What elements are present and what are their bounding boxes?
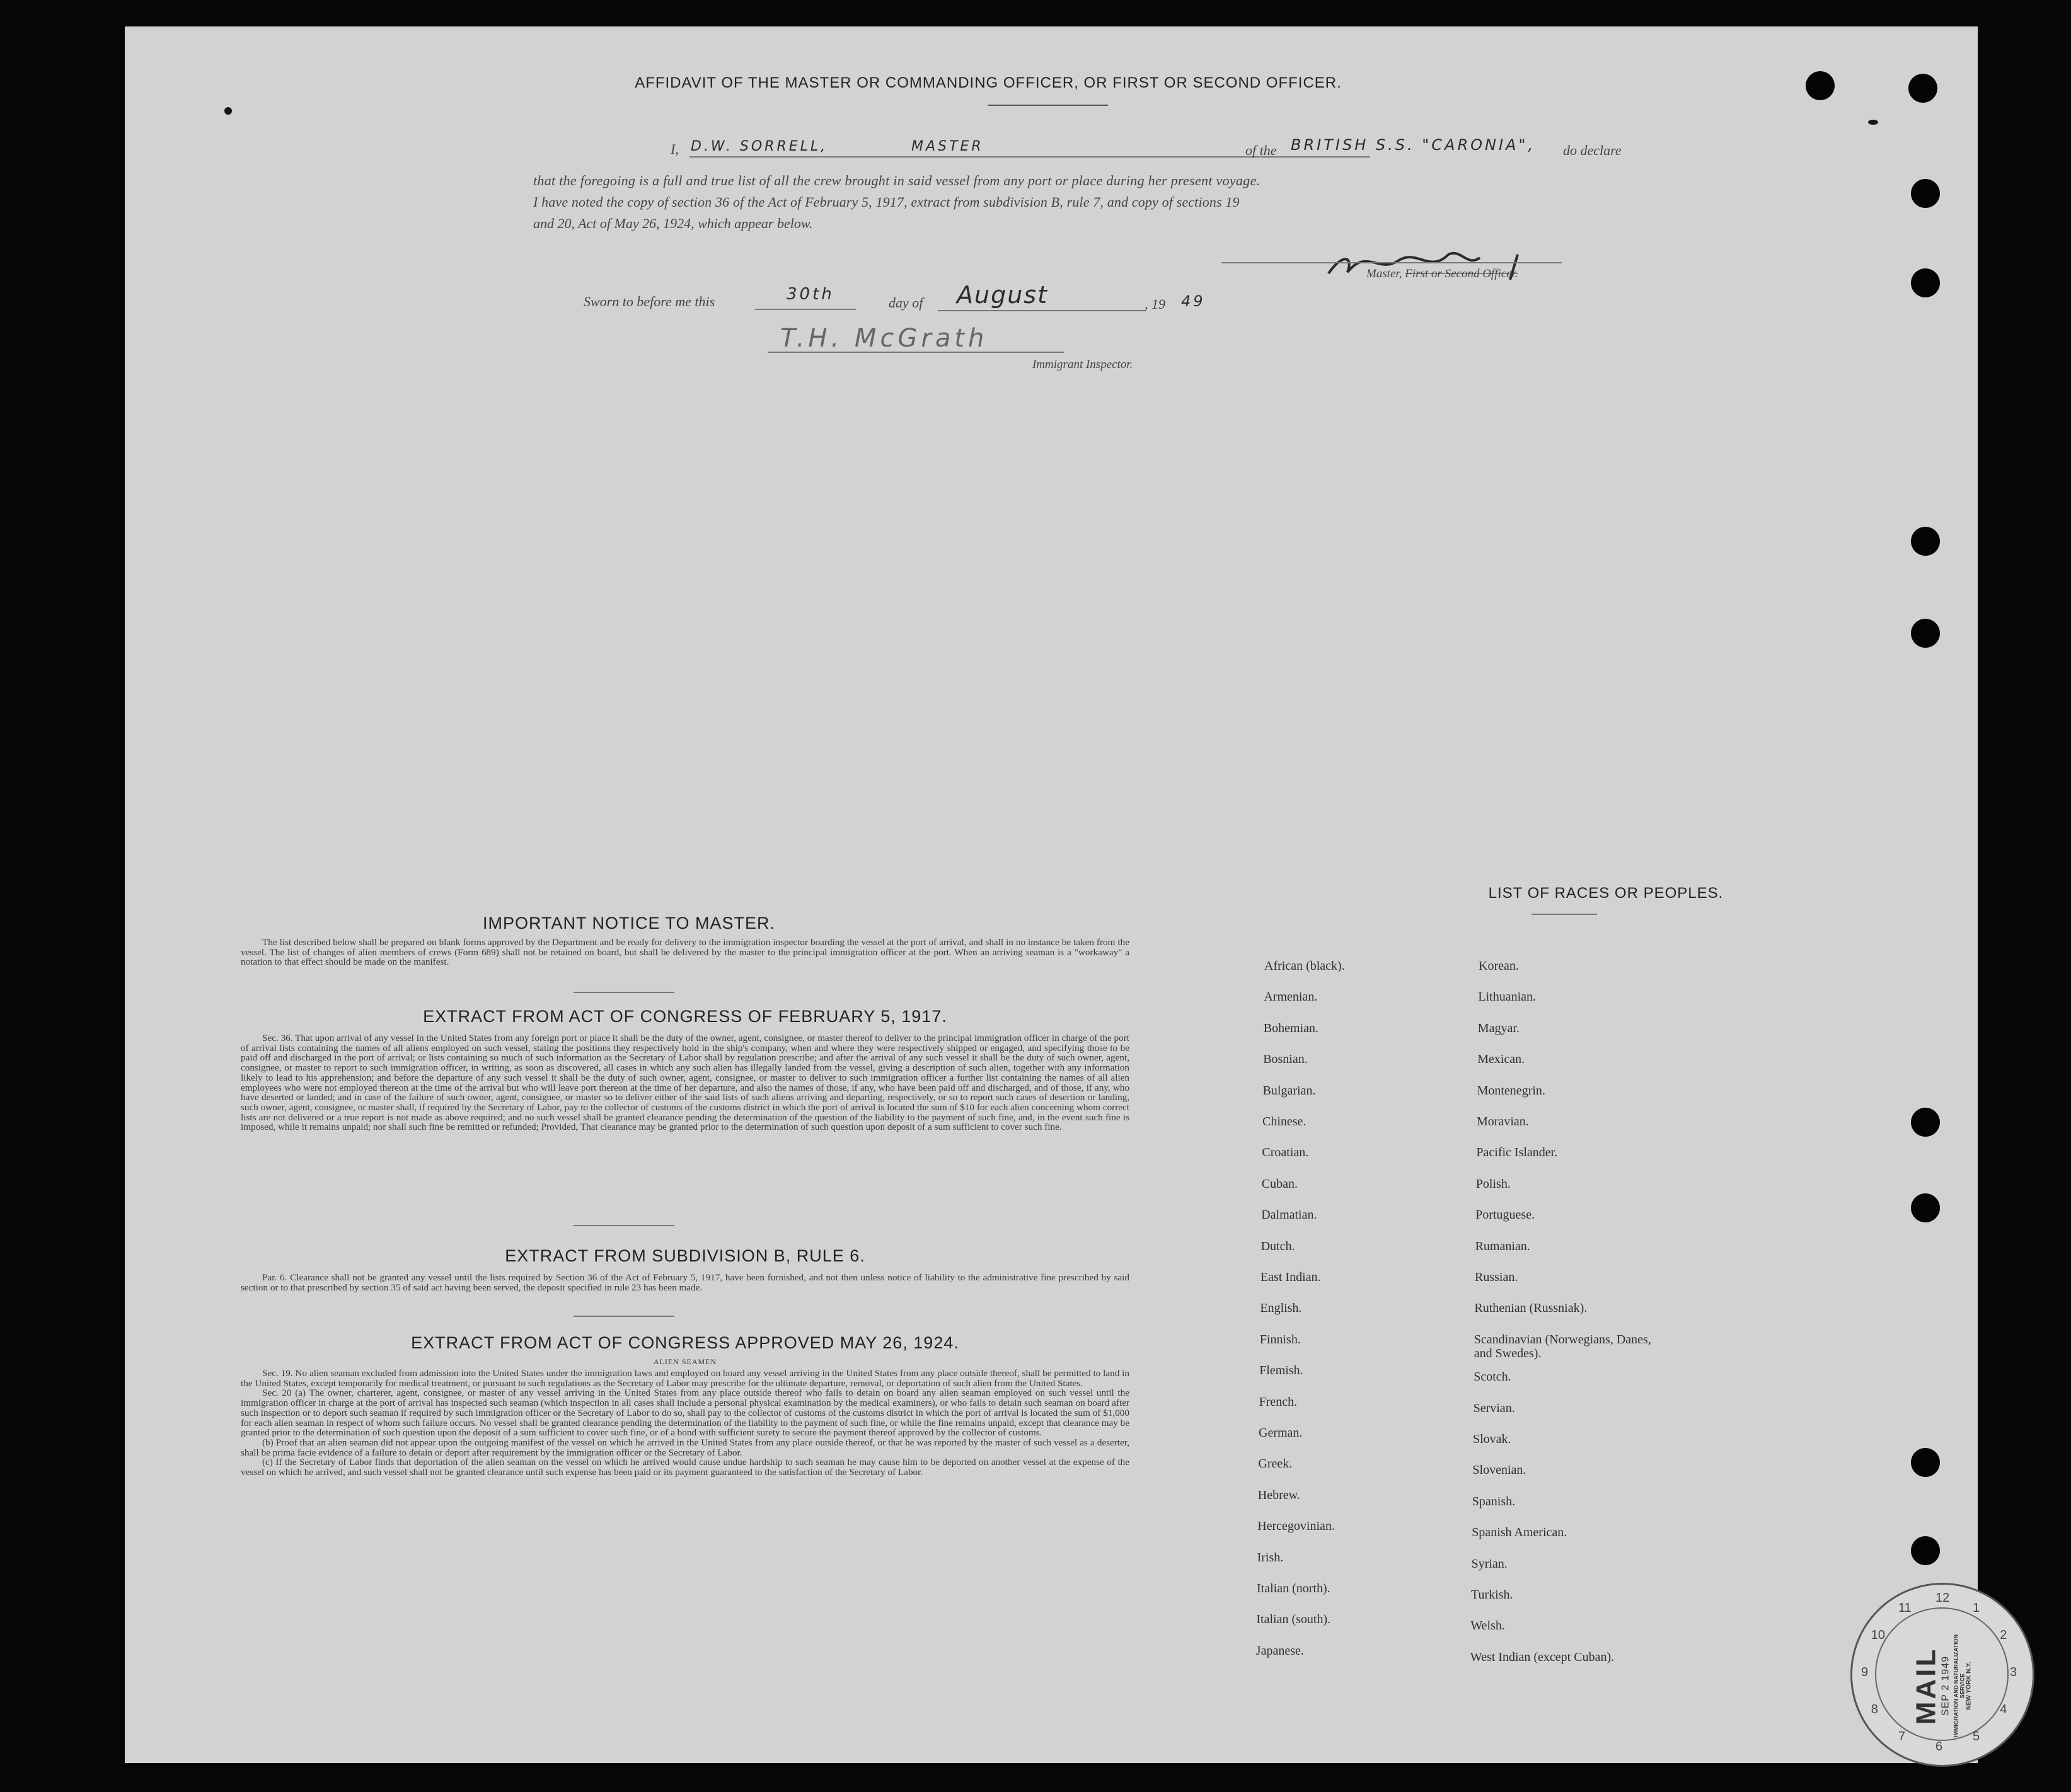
sec-19-paragraph: Sec. 19. No alien seaman excluded from admission into the United States under the immigration laws and employed on board any vessel arriving in the United States from any place outside thereof, shall be permitted to land in the United States, except temporarily for medical treatment, or pursuant to such regulations as the Secretary of Labor may prescribe for the ultimate departure, removal, or deportation of such alien from the United States. bbox=[241, 1368, 1129, 1389]
race-item: Welsh. bbox=[1470, 1619, 1505, 1633]
master-signature-line bbox=[1221, 262, 1562, 263]
notice-paragraph: The list described below shall be prepared on blank forms approved by the Department and be ready for delivery to the immigration inspector boarding the vessel at the port of arrival, and shall in no instance be taken from the vessel. The list of changes of alien members of crews (Form 689) shall not be retained on board, but shall be delivered by the master to the principal immigration officer at the port. When an arriving seaman is a "workaway" a notation to that effect should be made on the manifest. bbox=[241, 937, 1129, 968]
inspector-signature-line bbox=[768, 352, 1064, 353]
race-item: Montenegrin. bbox=[1477, 1083, 1545, 1098]
race-item: French. bbox=[1259, 1394, 1298, 1409]
notice-title: IMPORTANT NOTICE TO MASTER. bbox=[482, 914, 776, 933]
race-item: Russian. bbox=[1475, 1270, 1518, 1284]
punch-hole bbox=[1806, 71, 1835, 100]
stamp-agency: IMMIGRATION AND NATURALIZATION SERVICE bbox=[1953, 1634, 1966, 1738]
title-underline bbox=[988, 105, 1108, 106]
ink-speck bbox=[1868, 120, 1878, 125]
day-of-label: day of bbox=[889, 295, 923, 311]
sec-20a-paragraph: Sec. 20 (a) The owner, charterer, agent, consignee, or master of any vessel arriving in the United States from any place outside thereof who fails to detain on board any alien seaman employed on such vessel until the immigration officer in charge at the port of arrival has inspected such seaman (which inspection in all cases shall include a personal physical examination by the medical examiners), or who fails to detain such seaman on board after such inspection or to deport such seaman if required by such immigration officer or the Secretary of Labor to do so, shall pay to the collector of customs of the customs district in which the port of arrival is located the sum of $1,000 for each alien seaman in respect of whom such failure occurs. No vessel shall be granted clearance pending the determination of the liability to the payment of such fine, or while the fine remains unpaid, except that clearance may be granted prior to the determination of such question upon the deposit of a sum sufficient to cover such fine, or of a bond with sufficient surety to secure the payment thereof approved by the collector of customs. bbox=[241, 1387, 1129, 1439]
officer-name: D.W. SORRELL, bbox=[691, 139, 828, 154]
caption-master: Master, bbox=[1366, 267, 1402, 280]
rule-6-body bbox=[241, 1273, 1129, 1292]
punch-hole bbox=[1908, 74, 1937, 103]
sec-20b-paragraph: (b) Proof that an alien seaman did not appear upon the outgoing manifest of the vessel on which he arrived in the United States from any place outside thereof, or that he was reported by the master of such vessel as a deserter, shall be prima facie evidence of a failure to detain or deport after requirement by the immigration officer or the Secretary of Labor. bbox=[241, 1437, 1129, 1458]
race-item: Rumanian. bbox=[1475, 1239, 1530, 1253]
race-item: Cuban. bbox=[1261, 1176, 1298, 1191]
race-item: Slovak. bbox=[1473, 1432, 1511, 1446]
alien-seamen-subtitle: ALIEN SEAMEN bbox=[653, 1357, 717, 1366]
races-title-underline bbox=[1532, 914, 1597, 915]
officer-rank: MASTER bbox=[911, 139, 984, 154]
race-item: Chinese. bbox=[1262, 1115, 1307, 1129]
punch-hole bbox=[1911, 268, 1940, 297]
affidavit-i: I, bbox=[671, 141, 679, 157]
stamp-word: MAIL bbox=[1910, 1646, 1942, 1725]
affidavit-line-3: I have noted the copy of section 36 of the Act of February 5, 1917, extract from subdivision B, rule 7, and copy of sections 19 bbox=[533, 194, 1240, 210]
sworn-year-prefix: , 19 bbox=[1145, 296, 1165, 312]
race-item: Slovenian. bbox=[1472, 1463, 1526, 1478]
race-item: Bohemian. bbox=[1263, 1021, 1319, 1035]
race-item: Italian (south). bbox=[1256, 1612, 1331, 1627]
ink-speck bbox=[224, 107, 232, 115]
punch-hole bbox=[1911, 1448, 1940, 1477]
race-item: Korean. bbox=[1479, 959, 1519, 973]
race-item: Irish. bbox=[1257, 1550, 1284, 1565]
sworn-day-line bbox=[755, 309, 856, 310]
race-item: Croatian. bbox=[1262, 1146, 1309, 1160]
race-item: Hercegovinian. bbox=[1257, 1519, 1335, 1534]
stamp-ring-number: 8 bbox=[1871, 1703, 1878, 1716]
race-item: Japanese. bbox=[1255, 1643, 1304, 1658]
punch-hole bbox=[1911, 527, 1940, 556]
race-item: Bosnian. bbox=[1263, 1052, 1308, 1067]
mail-receipt-stamp bbox=[1850, 1583, 2034, 1767]
of-the-label: of the bbox=[1245, 142, 1277, 158]
race-item: Syrian. bbox=[1471, 1556, 1508, 1571]
extract-1924-title: EXTRACT FROM ACT OF CONGRESS APPROVED MAY 26, 1924. bbox=[411, 1333, 959, 1352]
par-6-paragraph: Par. 6. Clearance shall not be granted any vessel until the lists required by Section 36 of the Act of February 5, 1917, have been furnished, and not then unless notice of liability to the administrative fine prescribed by said section or to that prescribed by section 35 of said act having been served, the deposit specified in rule 23 has been made. bbox=[241, 1272, 1129, 1293]
race-item: Dalmatian. bbox=[1261, 1208, 1317, 1222]
section-divider bbox=[574, 1225, 674, 1226]
race-item: East Indian. bbox=[1260, 1270, 1321, 1284]
stamp-ring-number: 5 bbox=[1973, 1730, 1980, 1744]
race-item: Bulgarian. bbox=[1262, 1083, 1316, 1098]
extract-1917-body bbox=[241, 1033, 1129, 1132]
race-item: Scandinavian (Norwegians, Danes, and Swedes). bbox=[1474, 1332, 1651, 1360]
race-item: Greek. bbox=[1258, 1457, 1293, 1471]
do-declare-label: do declare bbox=[1563, 142, 1622, 158]
stamp-ring-number: 4 bbox=[2000, 1703, 2007, 1716]
race-item: Hebrew. bbox=[1257, 1488, 1300, 1502]
stamp-ring-number: 1 bbox=[1973, 1600, 1980, 1615]
race-item: Armenian. bbox=[1264, 990, 1318, 1004]
stamp-ring-number: 3 bbox=[2010, 1665, 2017, 1679]
race-item: African (black). bbox=[1264, 959, 1345, 973]
inspector-signature: T.H. McGrath bbox=[780, 324, 988, 353]
stamp-ring-number: 9 bbox=[1861, 1665, 1869, 1679]
document-page bbox=[125, 26, 2017, 1763]
races-title: LIST OF RACES OR PEOPLES. bbox=[1488, 885, 1724, 902]
section-divider bbox=[574, 992, 674, 993]
affidavit-line-2: that the foregoing is a full and true list of all the crew brought in said vessel from any port or place during her present voyage. bbox=[533, 173, 1260, 188]
punch-hole bbox=[1911, 619, 1940, 648]
rule-6-title: EXTRACT FROM SUBDIVISION B, RULE 6. bbox=[505, 1246, 865, 1265]
race-item: Portuguese. bbox=[1475, 1208, 1535, 1222]
sworn-prefix: Sworn to before me this bbox=[584, 294, 715, 309]
race-item: Pacific Islander. bbox=[1476, 1146, 1558, 1160]
stamp-place: NEW YORK N.Y. bbox=[1965, 1662, 1973, 1710]
race-item: Flemish. bbox=[1259, 1364, 1303, 1378]
race-item: West Indian (except Cuban). bbox=[1470, 1650, 1615, 1664]
race-item: Polish. bbox=[1475, 1176, 1511, 1191]
race-item: Ruthenian (Russniak). bbox=[1474, 1301, 1588, 1316]
race-item: Dutch. bbox=[1260, 1239, 1295, 1253]
affidavit-body bbox=[533, 136, 1688, 231]
sworn-month-line bbox=[938, 310, 1146, 311]
affidavit-title: AFFIDAVIT OF THE MASTER OR COMMANDING OFFICER, OR FIRST OR SECOND OFFICER. bbox=[635, 74, 1342, 91]
race-item: Servian. bbox=[1473, 1401, 1515, 1415]
race-item: German. bbox=[1259, 1426, 1303, 1440]
punch-hole bbox=[1911, 179, 1940, 208]
sworn-day: 30th bbox=[787, 285, 834, 304]
notice-body bbox=[241, 938, 1129, 967]
race-item: Magyar. bbox=[1477, 1021, 1520, 1035]
section-divider bbox=[574, 1316, 674, 1317]
race-item: Spanish. bbox=[1472, 1494, 1516, 1508]
race-item: Turkish. bbox=[1471, 1588, 1513, 1602]
stamp-ring-number: 12 bbox=[1935, 1591, 1950, 1605]
sworn-month: August bbox=[957, 281, 1048, 309]
race-item: Scotch. bbox=[1474, 1370, 1511, 1384]
race-item: Italian (north). bbox=[1257, 1582, 1330, 1595]
stamp-ring-number: 6 bbox=[1935, 1740, 1943, 1754]
punch-hole bbox=[1911, 1536, 1940, 1565]
sec-20c-paragraph: (c) If the Secretary of Labor finds that deportation of the alien seaman on the vessel on which he arrived would cause undue hardship to such seaman he may cause him to be deported on another vessel at the expense of the vessel on which he arrived, and such vessel shall not be granted clearance until such expense has been paid or its payment guaranteed to the satisfaction of the Secretary of Labor. bbox=[241, 1457, 1129, 1478]
sec-36-paragraph: Sec. 36. That upon arrival of any vessel in the United States from any foreign port or place it shall be the duty of the owner, agent, consignee, or master thereof to deliver to the principal immigration officer in charge of the port of arrival lists containing the names of all aliens employed on such vessel, stating the positions they respectively hold in the ship's company, when and where they were respectively shipped or engaged, and specifying those to be paid off and discharged in the port of arrival; or lists containing so much of such information as the Secretary of Labor shall by regulation prescribe; and after the arrival of any such vessel it shall be the duty of such owner, agent, consignee, or master to report to such immigration officer, in writing, as soon as discovered, all cases in which any such alien has illegally landed from the vessel, giving a description of such alien, together with any information likely to lead to his apprehension; and before the departure of any such vessel it shall be the duty of such owner, agent, consignee, or master to deliver to such immigration officer a further list containing the names of all alien employees who were not employed thereon at the time of the arrival but who will leave port thereon at the time of her departure, and also the names of those, if any, who have been paid off and discharged, and of those, if any, who have deserted or landed; and in case of the failure of such owner, agent, consignee, or master so to deliver either of the said lists of such aliens arriving and departing, respectively, or so to report such cases of desertion or landing, such owner, agent, consignee, or master shall, if required by the Secretary of Labor, pay to the collector of customs of the customs district in which the port of arrival is located the sum of $10 for each alien concerning whom correct lists are not delivered or a true report is not made as above required; and no such vessel shall be granted clearance pending the determination of the question of the liability to the payment of such fine, and, in the event such fine is imposed, while it remains unpaid; nor shall such fine be remitted or refunded; Provided, That clearance may be granted prior to the determination of such question upon deposit of a sum sufficient to cover such fine. bbox=[241, 1033, 1129, 1133]
inspector-caption: Immigrant Inspector. bbox=[1032, 358, 1133, 371]
stamp-ring-number: 11 bbox=[1898, 1600, 1912, 1615]
race-item: Mexican. bbox=[1477, 1052, 1525, 1067]
race-item: Moravian. bbox=[1477, 1115, 1529, 1129]
stamp-ring-number: 2 bbox=[2000, 1628, 2007, 1642]
extract-1924-body bbox=[241, 1369, 1129, 1478]
sworn-year: 49 bbox=[1181, 292, 1206, 310]
race-item: Spanish American. bbox=[1472, 1525, 1567, 1540]
stamp-ring-number: 7 bbox=[1898, 1730, 1906, 1744]
race-item: English. bbox=[1260, 1301, 1302, 1316]
signature-caption bbox=[1366, 267, 1518, 281]
extract-1917-title: EXTRACT FROM ACT OF CONGRESS OF FEBRUARY 5, 1917. bbox=[423, 1007, 947, 1026]
race-item: Lithuanian. bbox=[1478, 990, 1537, 1004]
race-item: Finnish. bbox=[1259, 1332, 1301, 1347]
punch-hole bbox=[1911, 1108, 1940, 1137]
stamp-date: SEP 2 1949 bbox=[1940, 1655, 1951, 1716]
vessel-name: BRITISH S.S. "CARONIA", bbox=[1291, 136, 1536, 154]
punch-hole bbox=[1911, 1193, 1940, 1222]
stamp-ring-number: 10 bbox=[1871, 1628, 1886, 1642]
affidavit-line-4: and 20, Act of May 26, 1924, which appear below. bbox=[533, 215, 813, 231]
caption-first-second-struck: First or Second Officer. bbox=[1405, 267, 1518, 280]
